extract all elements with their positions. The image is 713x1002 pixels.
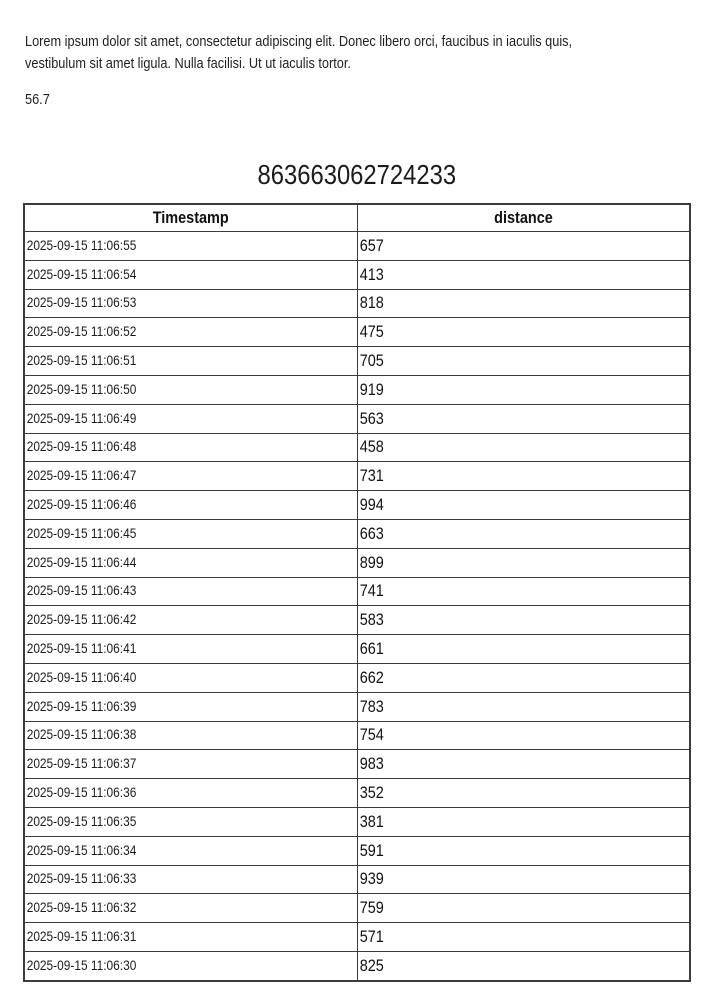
table-row [24, 462, 690, 491]
distance-cell [357, 779, 690, 808]
distance-cell [357, 491, 690, 520]
distance-cell [357, 548, 690, 577]
timestamp-value: 2025-09-15 11:06:45 [26, 524, 137, 541]
timestamp-cell [24, 491, 357, 520]
distance-cell [357, 663, 690, 692]
distance-value: 381 [359, 811, 384, 831]
timestamp-cell [24, 289, 357, 318]
timestamp-value: 2025-09-15 11:06:42 [26, 611, 137, 628]
timestamp-cell [24, 260, 357, 289]
distance-header-cell [357, 204, 690, 232]
table-row [24, 779, 690, 808]
distance-cell [357, 692, 690, 721]
distance-value: 983 [359, 754, 384, 774]
table-row [24, 404, 690, 433]
distance-cell [357, 318, 690, 347]
timestamp-cell [24, 232, 357, 261]
timestamp-value: 2025-09-15 11:06:31 [26, 928, 137, 945]
distance-value: 663 [359, 523, 384, 543]
timestamp-value: 2025-09-15 11:06:49 [26, 409, 137, 426]
timestamp-cell [24, 519, 357, 548]
timestamp-cell [24, 606, 357, 635]
distance-cell [357, 865, 690, 894]
timestamp-value: 2025-09-15 11:06:32 [26, 899, 137, 916]
timestamp-value: 2025-09-15 11:06:46 [26, 496, 137, 513]
timestamp-cell [24, 318, 357, 347]
table-row [24, 577, 690, 606]
timestamp-cell [24, 577, 357, 606]
distance-cell [357, 807, 690, 836]
distance-cell [357, 923, 690, 952]
timestamp-value: 2025-09-15 11:06:54 [26, 265, 137, 282]
timestamp-cell [24, 951, 357, 980]
table-row [24, 347, 690, 376]
table-row [24, 923, 690, 952]
timestamp-value: 2025-09-15 11:06:55 [26, 236, 137, 253]
table-row [24, 318, 690, 347]
distance-cell [357, 836, 690, 865]
distance-cell [357, 577, 690, 606]
distance-value: 657 [359, 235, 384, 255]
timestamp-value: 2025-09-15 11:06:44 [26, 553, 137, 570]
distance-value: 899 [359, 552, 384, 572]
timestamp-value: 2025-09-15 11:06:52 [26, 323, 137, 340]
timestamp-cell [24, 836, 357, 865]
distance-value: 818 [359, 293, 384, 313]
table-row [24, 836, 690, 865]
timestamp-cell [24, 923, 357, 952]
distance-cell [357, 347, 690, 376]
report-title-text: 863663062724233 [257, 159, 457, 190]
timestamp-cell [24, 433, 357, 462]
distance-value: 591 [359, 840, 384, 860]
timestamp-cell [24, 635, 357, 664]
timestamp-header-label: Timestamp [152, 208, 229, 227]
distance-value: 759 [359, 898, 384, 918]
distance-value: 475 [359, 322, 384, 342]
table-row [24, 894, 690, 923]
timestamp-cell [24, 865, 357, 894]
distance-value: 731 [359, 466, 384, 486]
table-row [24, 606, 690, 635]
timestamp-cell [24, 894, 357, 923]
distance-value: 754 [359, 725, 384, 745]
distance-value: 741 [359, 581, 384, 601]
report-title [23, 158, 691, 191]
distance-value: 352 [359, 783, 384, 803]
distance-value: 661 [359, 639, 384, 659]
paragraph-line-2: vestibulum sit amet ligula. Nulla facilisi. Ut ut iaculis tortor. [25, 55, 351, 72]
timestamp-cell [24, 548, 357, 577]
data-table [23, 203, 691, 982]
timestamp-value: 2025-09-15 11:06:47 [26, 467, 137, 484]
timestamp-value: 2025-09-15 11:06:34 [26, 841, 137, 858]
distance-cell [357, 375, 690, 404]
timestamp-cell [24, 462, 357, 491]
distance-value: 413 [359, 264, 384, 284]
timestamp-cell [24, 779, 357, 808]
table-row [24, 721, 690, 750]
value-line [25, 89, 54, 111]
timestamp-value: 2025-09-15 11:06:33 [26, 870, 137, 887]
timestamp-value: 2025-09-15 11:06:36 [26, 784, 137, 801]
distance-value: 458 [359, 437, 384, 457]
table-row [24, 635, 690, 664]
timestamp-cell [24, 404, 357, 433]
distance-cell [357, 721, 690, 750]
timestamp-value: 2025-09-15 11:06:37 [26, 755, 137, 772]
table-row [24, 433, 690, 462]
timestamp-cell [24, 721, 357, 750]
distance-cell [357, 289, 690, 318]
timestamp-value: 2025-09-15 11:06:39 [26, 697, 137, 714]
timestamp-value: 2025-09-15 11:06:41 [26, 640, 137, 657]
table-row [24, 289, 690, 318]
distance-value: 994 [359, 495, 384, 515]
table-row [24, 519, 690, 548]
distance-cell [357, 433, 690, 462]
distance-value: 563 [359, 408, 384, 428]
timestamp-value: 2025-09-15 11:06:51 [26, 352, 137, 369]
table-row [24, 375, 690, 404]
table-row [24, 692, 690, 721]
timestamp-value: 2025-09-15 11:06:30 [26, 956, 137, 973]
timestamp-value: 2025-09-15 11:06:38 [26, 726, 137, 743]
table-row [24, 807, 690, 836]
distance-cell [357, 750, 690, 779]
distance-cell [357, 232, 690, 261]
timestamp-value: 2025-09-15 11:06:35 [26, 812, 137, 829]
table-header-row [24, 204, 690, 232]
timestamp-header-cell [24, 204, 357, 232]
timestamp-cell [24, 692, 357, 721]
table-row [24, 548, 690, 577]
table-row [24, 865, 690, 894]
distance-value: 571 [359, 927, 384, 947]
distance-value: 583 [359, 610, 384, 630]
distance-value: 783 [359, 696, 384, 716]
distance-value: 939 [359, 869, 384, 889]
timestamp-cell [24, 347, 357, 376]
table-row [24, 663, 690, 692]
timestamp-cell [24, 750, 357, 779]
distance-cell [357, 894, 690, 923]
timestamp-value: 2025-09-15 11:06:50 [26, 380, 137, 397]
table-row [24, 951, 690, 980]
table-row [24, 491, 690, 520]
distance-header-label: distance [493, 208, 553, 227]
distance-value: 705 [359, 351, 384, 371]
distance-cell [357, 519, 690, 548]
distance-cell [357, 260, 690, 289]
distance-cell [357, 404, 690, 433]
distance-cell [357, 951, 690, 980]
distance-value: 919 [359, 379, 384, 399]
distance-value: 662 [359, 667, 384, 687]
timestamp-value: 2025-09-15 11:06:40 [26, 668, 137, 685]
timestamp-cell [24, 663, 357, 692]
paragraph-line-1: Lorem ipsum dolor sit amet, consectetur adipiscing elit. Donec libero orci, faucibus in iaculis quis, [25, 33, 573, 50]
table-row [24, 750, 690, 779]
distance-cell [357, 606, 690, 635]
timestamp-value: 2025-09-15 11:06:53 [26, 294, 137, 311]
timestamp-cell [24, 807, 357, 836]
distance-cell [357, 462, 690, 491]
timestamp-value: 2025-09-15 11:06:43 [26, 582, 137, 599]
value-text: 56.7 [25, 91, 50, 108]
timestamp-cell [24, 375, 357, 404]
table-body [24, 232, 690, 981]
table-row [24, 260, 690, 289]
distance-value: 825 [359, 955, 384, 975]
paragraph [25, 31, 669, 75]
timestamp-value: 2025-09-15 11:06:48 [26, 438, 137, 455]
distance-cell [357, 635, 690, 664]
table-row [24, 232, 690, 261]
